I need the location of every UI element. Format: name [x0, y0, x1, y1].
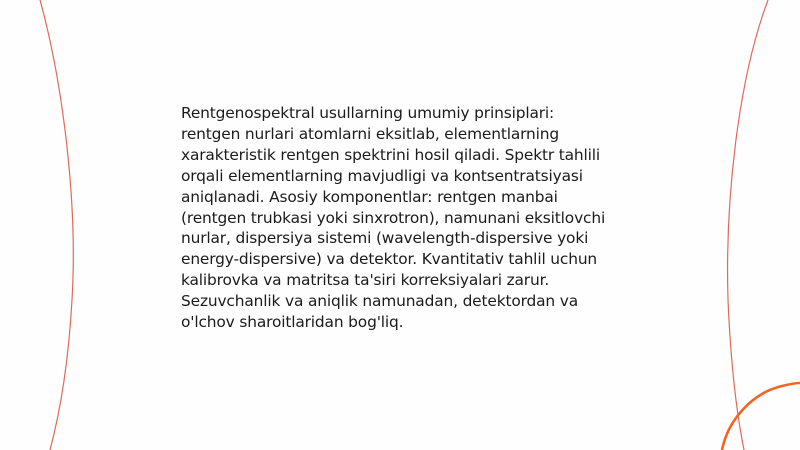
bottom-right-circle-arc	[722, 383, 800, 450]
left-arc	[40, 0, 73, 450]
slide-body-text: Rentgenospektral usullarning umumiy prinsiplari: rentgen nurlari atomlarni eksitlab, elementlarning xarakteristik rentgen spektrini hosil qiladi. Spektr tahlili orqali elementlarning mavjudligi va kontsentratsiyasi aniqlanadi. Asosiy komponentlar: rentgen manbai (rentgen trubkasi yoki sinxrotron), namunani eksitlovchi nurlar, dispersiya sistemi (wavelength-dispersive yoki energy-dispersive) va detektor. Kvantitativ tahlil uchun kalibrovka va matritsa ta'siri korreksiyalari zarur. Sezuvchanlik va aniqlik namunadan, detektordan va o'lchov sharoitlaridan bog'liq.	[181, 104, 606, 332]
right-arc	[728, 0, 768, 450]
